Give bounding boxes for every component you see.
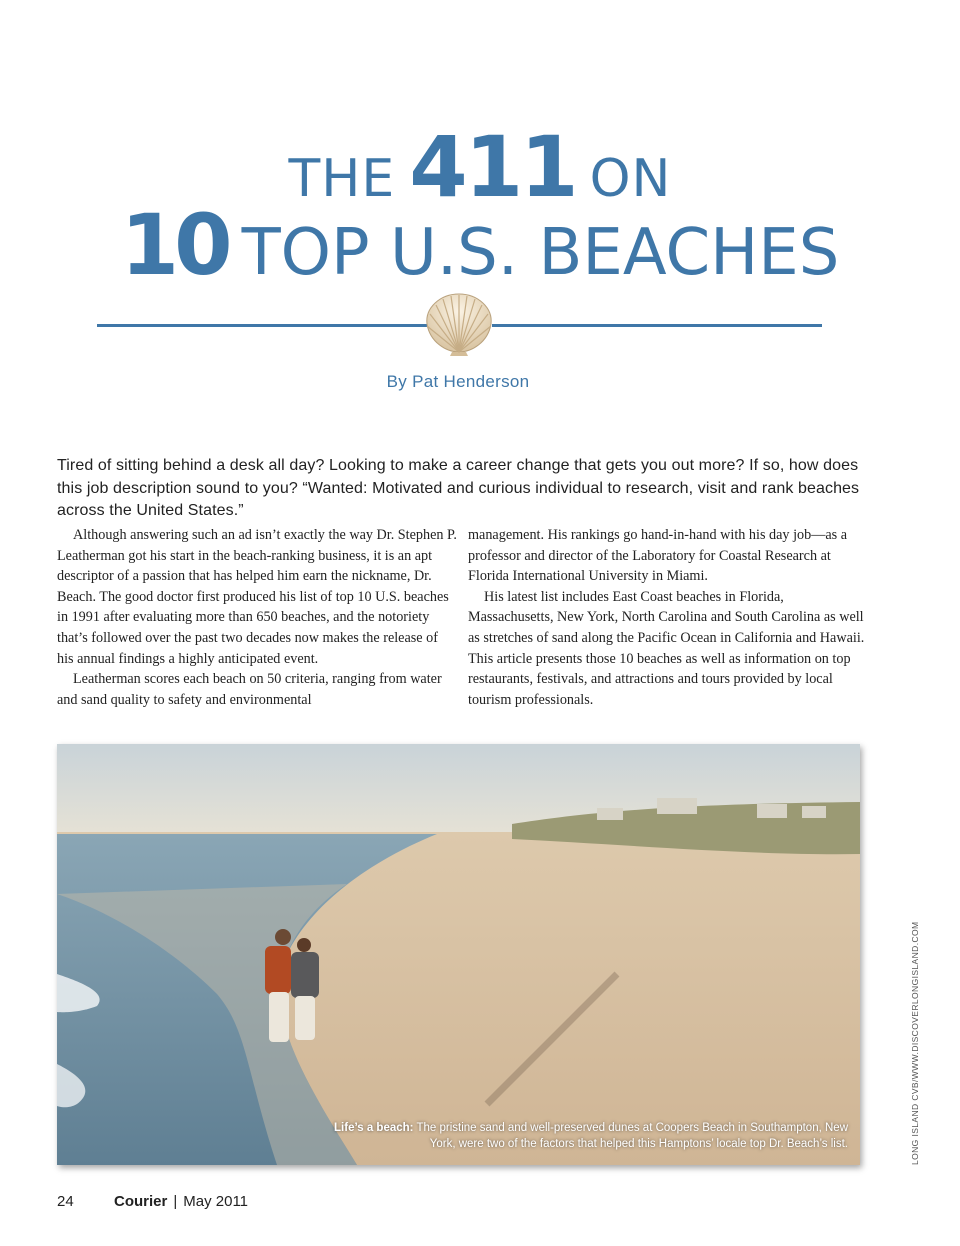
caption-text: The pristine sand and well-preserved dunes at Coopers Beach in Southampton, New York, were two of the factors that helped this Hamptons’ locale top Dr. Beach’s list. <box>416 1122 848 1150</box>
divider-left <box>97 324 427 327</box>
body-column-left <box>57 525 457 710</box>
headline-line-2 <box>0 196 960 294</box>
footer-separator: | <box>173 1193 178 1210</box>
seashell-icon <box>424 290 494 356</box>
issue-date: May 2011 <box>183 1193 249 1210</box>
headline-10: 10 <box>120 196 228 294</box>
byline: By Pat Henderson <box>386 372 530 391</box>
headline-411: 411 <box>409 118 576 216</box>
photo-credit: LONG ISLAND CVB/WWW.DISCOVERLONGISLAND.COM <box>910 921 920 1165</box>
page-footer <box>57 1193 248 1210</box>
body-paragraph: His latest list includes East Coast beaches in Florida, Massachusetts, New York, North Carolina and South Carolina as well as stretches of sand along the Pacific Ocean in California and Hawaii. This article presents those 10 beaches as well as information on top restaurants, festivals, and attractions and tours provided by local tourism professionals. <box>468 588 865 708</box>
divider-right <box>492 324 822 327</box>
body-paragraph: management. His rankings go hand-in-hand with his day job—as a professor and director of the Laboratory for Coastal Research at Florida International University in Miami. <box>468 527 848 585</box>
body-paragraph: Leatherman scores each beach on 50 criteria, ranging from water and sand quality to safety and environmental <box>57 671 442 708</box>
magazine-name: Courier <box>114 1193 168 1210</box>
headline-top-beaches: TOP U.S. BEACHES <box>241 216 840 290</box>
headline-on: ON <box>589 149 672 209</box>
beach-photo <box>57 744 860 1165</box>
caption-lead: Life’s a beach: <box>334 1122 414 1134</box>
body-paragraph: Although answering such an ad isn’t exactly the way Dr. Stephen P. Leatherman got his start in the beach-ranking business, it is an apt descriptor of a passion that has helped him earn the nickname, Dr. Beach. The good doctor first produced his list of top 10 U.S. beaches in 1991 after evaluating more than 650 beaches, and the notoriety that’s followed over the past two decades now makes the release of his annual findings a highly anticipated event. <box>57 527 457 667</box>
headline-the: THE <box>288 149 396 209</box>
photo-caption <box>328 1120 848 1152</box>
intro-paragraph: Tired of sitting behind a desk all day? Looking to make a career change that gets you out more? If so, how does this job description sound to you? “Wanted: Motivated and curious individual to research, visit and rank beaches across the United States.” <box>57 457 860 519</box>
beach-scene-image <box>57 744 860 1165</box>
body-column-right <box>468 525 868 710</box>
page-number: 24 <box>57 1193 74 1210</box>
